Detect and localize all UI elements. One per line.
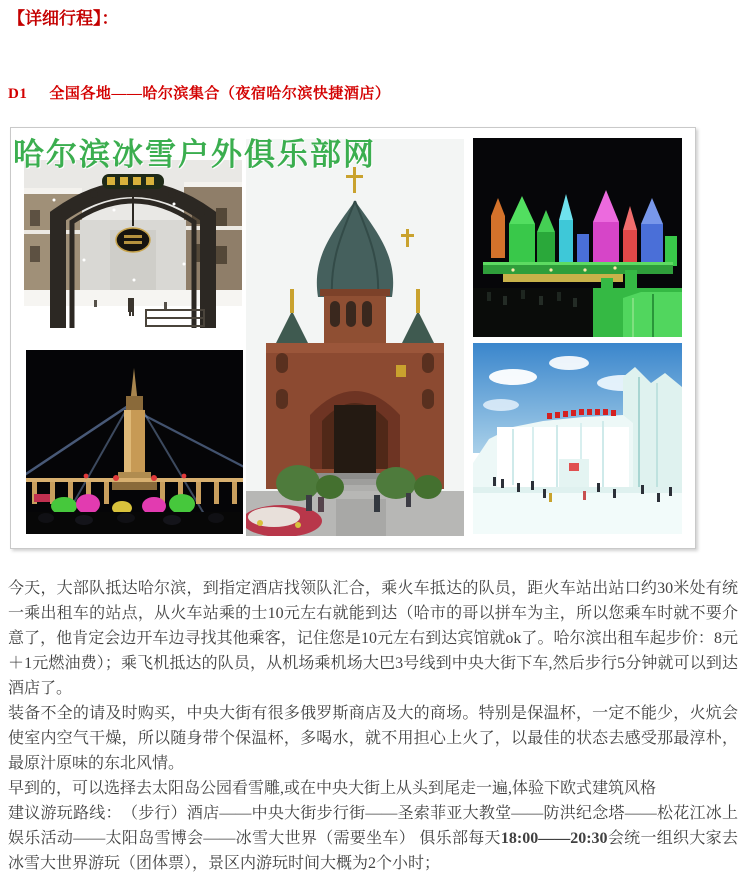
monument-photo-graphic [26, 350, 243, 534]
photo-collage [10, 127, 696, 549]
cathedral-photo-graphic [246, 139, 464, 536]
route-time-range: 18:00——20:30 [500, 830, 608, 847]
photo-sophia-cathedral [246, 139, 464, 536]
photo-central-street-arch [24, 160, 242, 336]
icewall-photo-graphic [473, 343, 682, 534]
day1-label: D1 [8, 86, 28, 102]
photo-ice-world-night [473, 138, 682, 337]
paragraph-route [8, 801, 738, 876]
iceworld-photo-graphic [473, 138, 682, 337]
page-title: 【详细行程】： [8, 9, 119, 28]
day1-title: 全国各地——哈尔滨集合（夜宿哈尔滨快捷酒店） [49, 86, 391, 102]
paragraph-arrival: 今天，大部队抵达哈尔滨，到指定酒店找领队汇合，乘火车抵达的队员，距火车站出站口约30米处有统一乘出租车的站点，从火车站乘的士10元左右就能到达（哈市的哥以拼车为主，所以您乘车时就不要介意了，他肯定会边开车边寻找其他乘客，记住您是10元左右到达宾馆就ok了。哈尔滨出租车起步价：8元＋1元燃油费）；乘飞机抵达的队员，从机场乘机场大巴3号线到中央大街下车,然后步行5分钟就可以到达酒店了。 [8, 580, 738, 697]
day1-heading [8, 84, 738, 104]
route-text-before: 建议游玩路线： （步行）酒店——中央大街步行街——圣索菲亚大教堂——防洪纪念塔——松花江冰上娱乐活动——太阳岛雪博会——冰雪大世界（需要坐车） 俱乐部每天 [8, 805, 738, 847]
arch-photo-graphic [24, 160, 242, 336]
watermark-text: 哈尔滨冰雪户外俱乐部网 [13, 137, 376, 172]
route-text-after: 会统一组织大家去冰雪大世界游玩（团体票），景区内游玩时间大概为2个小时； [8, 830, 738, 872]
itinerary-body [8, 576, 738, 876]
paragraph-early-arrival: 早到的，可以选择去太阳岛公园看雪雕,或在中央大街上从头到尾走一遍,体验下欧式建筑风格 [8, 780, 657, 797]
paragraph-equipment: 装备不全的请及时购买，中央大街有很多俄罗斯商店及大的商场。特别是保温杯，一定不能少，火炕会使室内空气干燥，所以随身带个保温杯，多喝水，就不用担心上火了，以最佳的状态去感受那最淳朴，最原汁原味的东北风情。 [8, 705, 738, 772]
photo-ice-wall [473, 343, 682, 534]
photo-flood-monument-night [26, 350, 243, 534]
